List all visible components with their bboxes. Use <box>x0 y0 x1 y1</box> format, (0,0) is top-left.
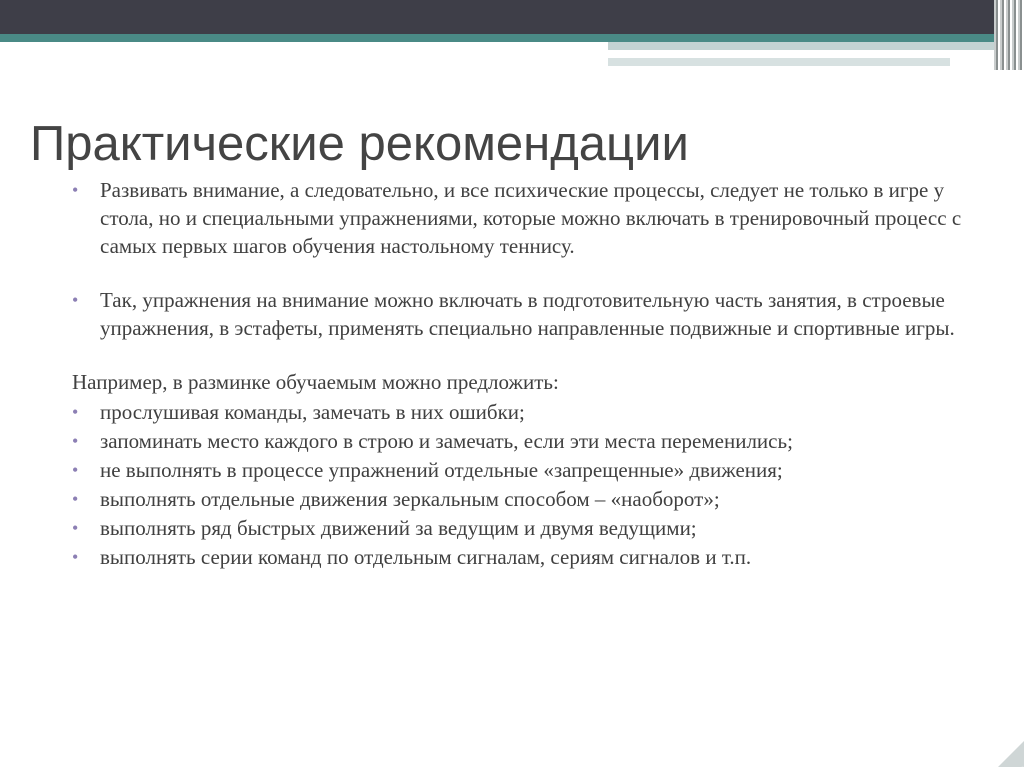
slide-title: Практические рекомендации <box>30 117 689 171</box>
slide-content <box>72 176 972 572</box>
list-item <box>72 427 972 455</box>
list-item-text: выполнять серии команд по отдельным сигналам, сериям сигналов и т.п. <box>100 545 752 569</box>
list-item-text: не выполнять в процессе упражнений отдельные «запрещенные» движения; <box>100 458 783 482</box>
header-band-dark <box>0 0 1024 34</box>
list-item <box>72 485 972 513</box>
example-intro: Например, в разминке обучаемым можно предложить: <box>72 370 559 394</box>
bullet-dot-icon: • <box>72 489 79 509</box>
list-item <box>72 543 972 571</box>
bullet-paragraph-text: Развивать внимание, а следовательно, и все психические процессы, следует не только в игре у стола, но и специальными упражнениями, которые можно включать в тренировочный процесс с самых первых шагов обучения настольному теннису. <box>100 178 962 258</box>
bullet-dot-icon: • <box>72 402 79 422</box>
list-item-text: прослушивая команды, замечать в них ошибки; <box>100 400 525 424</box>
list-item-text: выполнять отдельные движения зеркальным способом – «наоборот»; <box>100 487 720 511</box>
bullet-dot-icon: • <box>72 180 79 200</box>
list-item-text: выполнять ряд быстрых движений за ведущим и двумя ведущими; <box>100 516 697 540</box>
header-band-teal <box>0 34 1024 42</box>
list-item <box>72 514 972 542</box>
page-corner-fold <box>998 741 1024 767</box>
bullet-paragraph-2 <box>72 286 972 342</box>
list-item <box>72 398 972 426</box>
header-vertical-stripes <box>994 0 1024 70</box>
bullet-dot-icon: • <box>72 431 79 451</box>
header-band-divider <box>608 50 950 52</box>
list-item <box>72 456 972 484</box>
bullet-paragraph-text: Так, упражнения на внимание можно включать в подготовительную часть занятия, в строевые упражнения, в эстафеты, применять специально направленные подвижные и спортивные игры. <box>100 288 955 340</box>
bullet-paragraph-1 <box>72 176 972 260</box>
header-band-light-upper <box>608 42 1024 50</box>
bullet-dot-icon: • <box>72 518 79 538</box>
header-band-light-lower <box>608 58 950 66</box>
bullet-dot-icon: • <box>72 460 79 480</box>
list-item-text: запоминать место каждого в строю и замечать, если эти места переменились; <box>100 429 793 453</box>
bullet-dot-icon: • <box>72 547 79 567</box>
bullet-dot-icon: • <box>72 290 79 310</box>
